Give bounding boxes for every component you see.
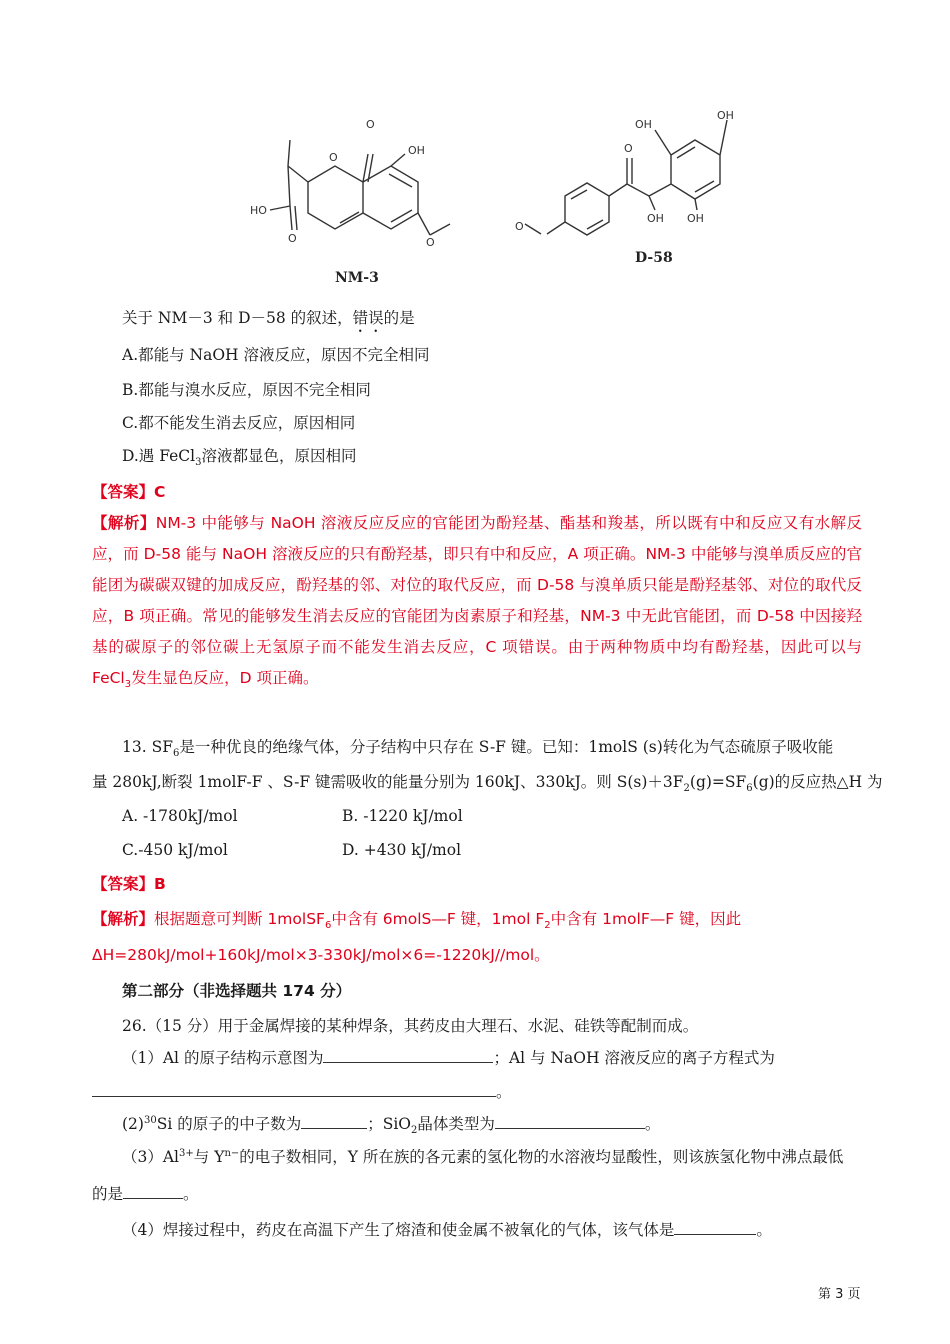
q26-part4-end: 。 — [756, 1221, 772, 1239]
q12-stem-tail: 的是 — [383, 309, 415, 327]
q26-part3-end: 。 — [183, 1185, 199, 1203]
nm3-caption: NM-3 — [335, 270, 379, 286]
q12-analysis-tail: 发生显色反应，D 项正确。 — [131, 669, 319, 687]
d58-structure-drawing — [515, 100, 765, 275]
d58-ring-oh-2-label: OH — [717, 109, 734, 122]
nm3-carboxyl-oxygen-label: O — [288, 232, 297, 245]
q13-analysis-sub1: 6 — [324, 920, 332, 932]
q13-line2-sub2: 6 — [746, 783, 753, 795]
q12-stem-text: 关于 NM－3 和 D－58 的叙述， — [122, 309, 353, 327]
nm3-methoxy-oxygen-label: O — [426, 236, 435, 249]
q26-part4 — [122, 1218, 772, 1240]
d58-carbonyl-oxygen-label: O — [624, 142, 633, 155]
q26-part3-sup1: 3+ — [179, 1147, 194, 1159]
q13-analysis-b: 中含有 6molS—F 键，1mol F — [331, 910, 545, 928]
q26-part3-line2 — [92, 1182, 199, 1204]
q13-analysis-line2: ΔH=280kJ/mol+160kJ/mol×3-330kJ/mol×6=-1220kJ//mol。 — [92, 946, 550, 964]
q26-part2-blank2[interactable] — [495, 1114, 645, 1129]
q13-analysis-a: 根据题意可判断 1molSF — [154, 910, 325, 928]
q12-analysis-text: NM-3 中能够与 NaOH 溶液反应反应的官能团为酚羟基、酯基和羧基，所以既有中和反应又有水解反应，而 D-58 能与 NaOH 溶液反应的只有酚羟基，即只有中和反应，A 项正确。NM-3 中能够与溴单质反应的官能团为碳碳双键的加成反应，酚羟基的邻、对位的取代反应，而 D-58 与溴单质只能是酚羟基邻、对位的取代反应，B 项正确。常见的能够发生消去反应的官能团为卤素原子和羟基，NM-3 中无此官能团，而 D-58 中因接羟基的碳原子的邻位碳上无氢原子而不能发生消去反应，C 项错误。由于两种物质中均有酚羟基，因此可以与 FeCl — [92, 514, 862, 687]
nm3-ring-oxygen-label: O — [329, 151, 338, 164]
q26-part1-text: （1）Al 的原子结构示意图为 — [122, 1049, 324, 1067]
q12-answer: 【答案】C — [92, 483, 166, 501]
page-number: 第 3 页 — [818, 1287, 861, 1302]
q26-part4-text: （4）焊接过程中，药皮在高温下产生了熔渣和使金属不被氧化的气体，该气体是 — [122, 1221, 675, 1239]
q26-part3-blank[interactable] — [123, 1184, 183, 1199]
q12-stem — [122, 306, 415, 336]
q26-part1-line2 — [92, 1080, 512, 1102]
q13-option-c: C.-450 kJ/mol — [122, 841, 228, 859]
q26-part2 — [122, 1112, 660, 1136]
nm3-structure-figure — [240, 110, 460, 295]
q12-option-d — [122, 444, 357, 468]
q13-option-a: A. -1780kJ/mol — [122, 807, 238, 825]
q13-stem-line2 — [92, 770, 883, 794]
q12-analysis-sub: 3 — [124, 679, 132, 691]
q26-part3-c: 的电子数相同，Y 所在族的各元素的氢化物的水溶液均显酸性，则该族氢化物中沸点最低 — [239, 1148, 844, 1166]
q26-part2-text: Si 的原子的中子数为 — [156, 1115, 302, 1133]
q12-stem-emphasis: 错误 — [352, 309, 384, 327]
q13-line1-b: 是一种优良的绝缘气体，分子结构中只存在 S-F 键。已知：1molS (s)转化为气态硫原子吸收能 — [179, 738, 834, 756]
q26-part3-a: （3）Al — [122, 1148, 180, 1166]
nm3-structure-drawing — [240, 110, 460, 295]
d58-ring-oh-1-label: OH — [635, 118, 652, 131]
q12-option-d-tail: 溶液都显色，原因相同 — [201, 447, 357, 465]
q13-line2-c: (g)的反应热△H 为 — [752, 773, 883, 791]
q13-line2-sub1: 2 — [683, 783, 690, 795]
d58-methoxy-oxygen-label: O — [515, 220, 524, 233]
q26-part2-end: 。 — [644, 1115, 661, 1133]
q13-analysis-sub2: 2 — [544, 920, 551, 932]
q13-line1-sub: 6 — [172, 748, 180, 760]
q26-part1 — [122, 1046, 775, 1068]
q26-part2-text3: 晶体类型为 — [417, 1115, 495, 1133]
q12-analysis — [92, 508, 862, 700]
q13-line2-a: 量 280kJ,断裂 1molF-F 、S-F 键需吸收的能量分别为 160kJ、330kJ。则 S(s)＋3F — [92, 773, 684, 791]
q13-line1-a: 13. SF — [122, 738, 173, 756]
q13-analysis-line1 — [92, 907, 741, 931]
d58-side-oh-label: OH — [647, 212, 664, 225]
part2-heading: 第二部分（非选择题共 174 分） — [122, 982, 352, 1000]
q13-option-d: D. +430 kJ/mol — [342, 841, 462, 859]
q26-part4-blank[interactable] — [674, 1220, 756, 1235]
q12-option-a: A.都能与 NaOH 溶液反应，原因不完全相同 — [122, 346, 430, 364]
q26-part3-b: 与 Y — [193, 1148, 225, 1166]
q26-part3-sup2: n− — [224, 1147, 240, 1159]
q26-part3-d: 的是 — [92, 1185, 124, 1203]
q26-part1-text2: ；Al 与 NaOH 溶液反应的离子方程式为 — [493, 1049, 775, 1067]
q26-part3 — [122, 1145, 843, 1167]
q12-option-b: B.都能与溴水反应，原因不完全相同 — [122, 381, 371, 399]
q26-part2-num: (2) — [122, 1115, 144, 1133]
q12-analysis-lead: 【解析】 — [92, 514, 156, 532]
q12-option-d-text: D.遇 FeCl — [122, 447, 196, 465]
q13-analysis-c: 中含有 1molF—F 键，因此 — [550, 910, 742, 928]
q26-part2-text2: ；SiO — [367, 1115, 412, 1133]
q26-part2-sub: 2 — [411, 1125, 418, 1137]
nm3-hydroxyl-label: OH — [408, 144, 425, 157]
q13-line2-b: (g)=SF — [689, 773, 747, 791]
nm3-carbonyl-oxygen-label: O — [366, 118, 375, 131]
q26-part1-blank1[interactable] — [323, 1048, 493, 1063]
nm3-carboxyl-ho-label: HO — [250, 204, 267, 217]
d58-structure-figure — [515, 100, 765, 275]
q13-answer: 【答案】B — [92, 875, 166, 893]
d58-caption: D-58 — [635, 250, 673, 266]
q13-stem-line1 — [122, 735, 833, 759]
q13-option-b: B. -1220 kJ/mol — [342, 807, 463, 825]
q26-part2-blank1[interactable] — [301, 1114, 367, 1129]
q13-analysis-lead: 【解析】 — [92, 910, 155, 928]
q26-stem: 26.（15 分）用于金属焊接的某种焊条，其药皮由大理石、水泥、硅铁等配制而成。 — [122, 1017, 699, 1035]
q12-option-d-sub: 3 — [195, 457, 202, 469]
d58-ring-oh-3-label: OH — [687, 212, 704, 225]
q12-option-c: C.都不能发生消去反应，原因相同 — [122, 414, 356, 432]
q26-part2-sup: 30 — [143, 1114, 157, 1126]
q26-part1-end: 。 — [496, 1083, 512, 1101]
q26-part1-blank2[interactable] — [92, 1082, 496, 1097]
